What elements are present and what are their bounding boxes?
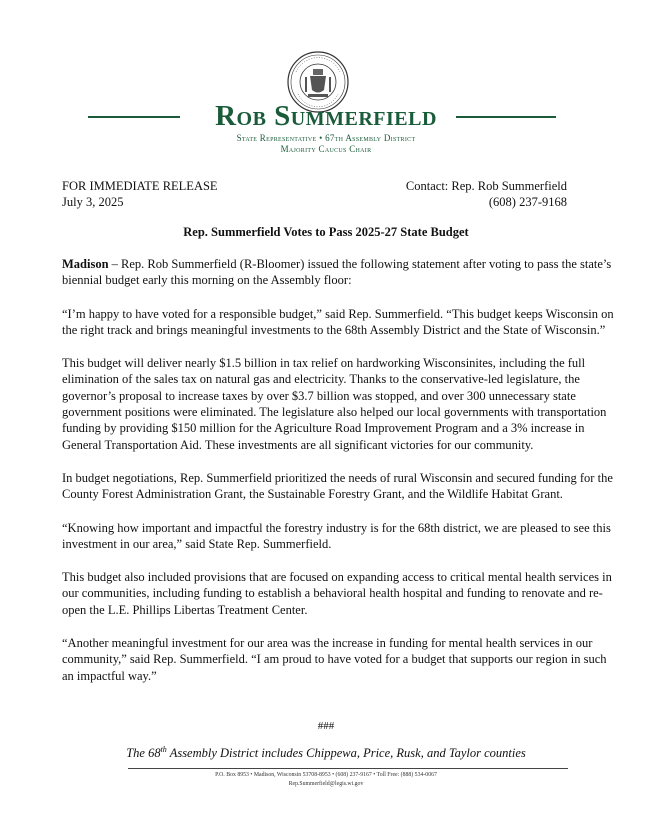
footer-email: Rep.Summerfield@legis.wi.gov: [288, 781, 364, 787]
closing-sup: th: [160, 745, 167, 754]
release-info: [62, 178, 218, 210]
closing-post: Assembly District includes Chippewa, Price, Rusk, and Taylor counties: [166, 746, 526, 761]
paragraph-2: “I’m happy to have voted for a responsible budget,” said Rep. Summerfield. “This budget keeps Wisconsin on the right track and brings meaningful investments to the 68th Assembly District and the State of Wisconsin.”: [62, 306, 614, 337]
representative-name: Rob Summerfield: [215, 100, 437, 132]
paragraph-6: This budget also included provisions that are focused on expanding access to critical mental health services in our communities, including funding to establish a behavioral health hospital and funding to renovate and re-open the L.E. Phillips Libertas Treatment Center.: [62, 570, 612, 617]
contact-name: Contact: Rep. Rob Summerfield: [405, 179, 567, 193]
paragraph-3: This budget will deliver nearly $1.5 billion in tax relief on hardworking Wisconsinites, including the full elimination of the sales tax on natural gas and electricity. Thanks to the conservative-led legislature, the governor’s proposal to increase taxes by over $3.7 billion was stopped, and over 300 unnecessary state government positions were eliminated. The legislature also helped our local governments with transportation funding by providing $150 million for the Agriculture Road Improvement Program and a 3% increase in General Transportation Aid. These investments are all significant victories for our community.: [62, 356, 607, 452]
paragraph-1: [62, 256, 614, 289]
release-date: July 3, 2025: [62, 195, 124, 209]
headline: Rep. Summerfield Votes to Pass 2025-27 State Budget: [183, 225, 469, 239]
footer-rule: [128, 768, 568, 769]
footer-address: P.O. Box 8953 • Madison, Wisconsin 53708-8953 • (608) 237-9167 • Toll Free: (888) 534-0067: [215, 772, 437, 778]
closing-pre: The 68: [126, 746, 161, 761]
representative-title: State Representative • 67th Assembly District: [236, 133, 416, 143]
release-label: FOR IMMEDIATE RELEASE: [62, 179, 218, 193]
release-body: [62, 256, 614, 701]
end-mark: ###: [317, 720, 335, 732]
paragraph-1-text: – Rep. Rob Summerfield (R-Bloomer) issued the following statement after voting to pass the state’s biennial budget early this morning on the Assembly floor:: [62, 257, 612, 288]
paragraph-5: “Knowing how important and impactful the forestry industry is for the 68th district, we are pleased to see this investment in our area,” said State Rep. Summerfield.: [62, 520, 611, 551]
contact-info: [406, 178, 567, 210]
contact-phone: (608) 237-9168: [488, 195, 567, 209]
dateline: Madison: [62, 257, 109, 271]
paragraph-7: “Another meaningful investment for our area was the increase in funding for mental health services in our community,” said Rep. Summerfield. “I am proud to have voted for a budget that supports our region in such an impactful way.”: [62, 636, 607, 683]
paragraph-4: In budget negotiations, Rep. Summerfield prioritized the needs of rural Wisconsin and secured funding for the County Forest Administration Grant, the Sustainable Forestry Grant, and the Wildlife Habitat Grant.: [62, 470, 613, 502]
caucus-title: Majority Caucus Chair: [280, 144, 372, 154]
district-closing: [0, 745, 652, 761]
